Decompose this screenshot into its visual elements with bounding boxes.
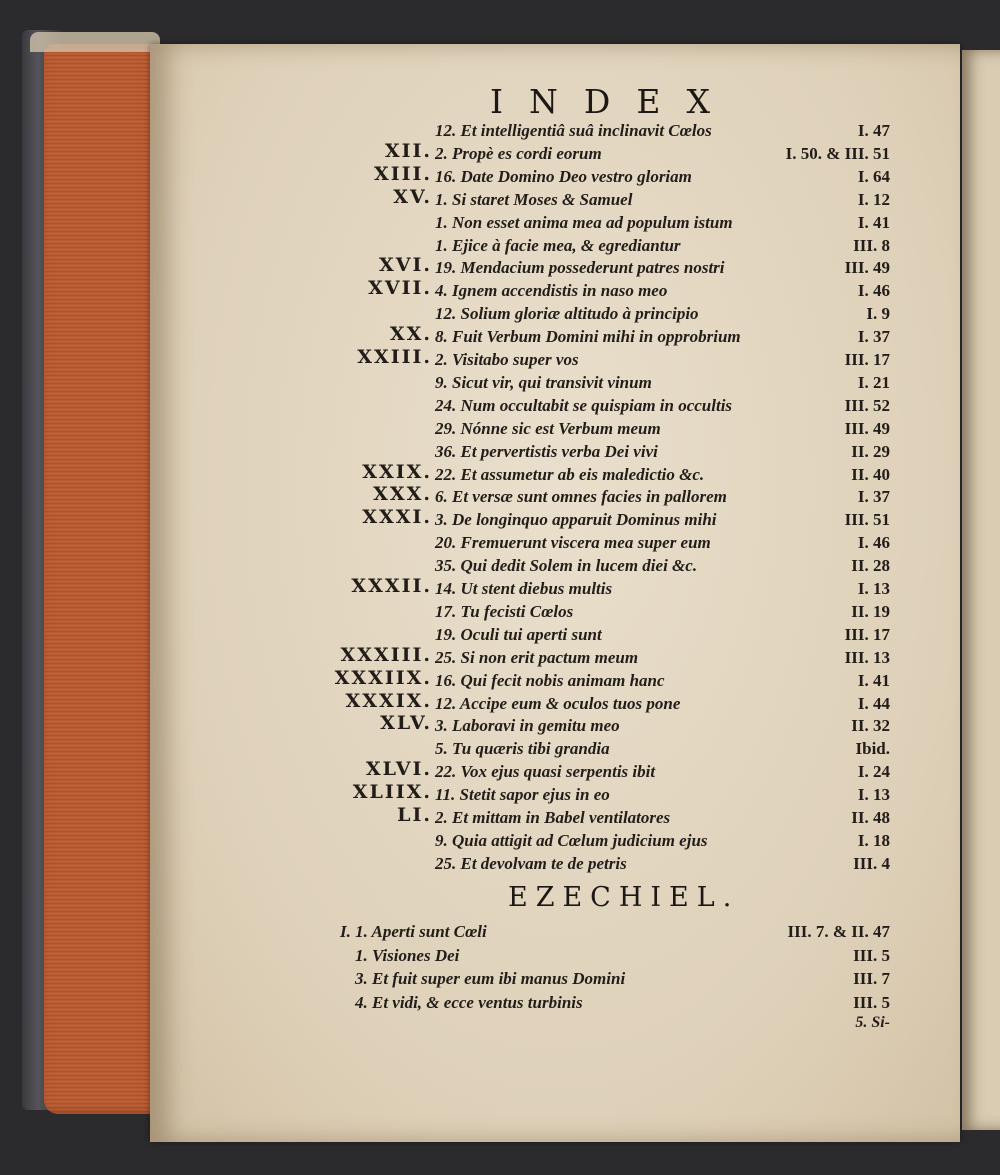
- page-reference: I. 46: [857, 533, 890, 553]
- page-reference: III. 13: [844, 647, 890, 667]
- verse-text: 2. Propè es cordi eorum: [435, 143, 602, 163]
- section-heading-ezechiel: EZECHIEL.: [508, 882, 740, 913]
- verse-text: 25. Et devolvam te de petris: [435, 853, 627, 873]
- index-entry: [0, 554, 1000, 577]
- verse-text: 8. Fuit Verbum Domini mihi in opprobrium: [435, 327, 741, 347]
- page-reference: I. 44: [857, 693, 890, 713]
- index-entry: [0, 211, 1000, 234]
- chapter-number: XXIX.: [362, 460, 432, 483]
- verse-text: 3. De longinquo apparuit Dominus mihi: [435, 510, 717, 530]
- page-reference: I. 41: [857, 670, 890, 690]
- verse-text: 25. Si non erit pactum meum: [435, 647, 639, 667]
- verse-text: 2. Et mittam in Babel ventilatores: [435, 808, 671, 827]
- index-entry: [0, 531, 1000, 554]
- verse-text: 24. Num occultabit se quispiam in occultis: [435, 395, 733, 415]
- chapter-number: XIII.: [373, 162, 432, 185]
- page-reference: I. 9: [866, 304, 890, 324]
- page-reference: I. 13: [857, 579, 890, 598]
- page-reference: I. 37: [857, 327, 890, 347]
- index-entry: [0, 829, 1000, 852]
- chapter-number: XVI.: [379, 254, 432, 277]
- index-entry: [0, 600, 1000, 623]
- page-reference: I. 18: [857, 830, 890, 850]
- page-reference: III. 17: [844, 624, 890, 644]
- verse-text: 1. Non esset anima mea ad populum istum: [435, 212, 733, 232]
- chapter-number: XXXI.: [362, 506, 432, 529]
- verse-text: 17. Tu fecisti Cœlos: [435, 601, 574, 621]
- index-entry: [0, 689, 1000, 715]
- verse-text: 19. Mendacium possederunt patres nostri: [435, 258, 725, 278]
- verse-text: 5. Tu quæris tibi grandia: [435, 739, 610, 759]
- verse-text: 1. Ejice à facie mea, & egrediantur: [435, 235, 681, 255]
- page-reference: Ibid.: [855, 739, 890, 759]
- page-reference: I. 13: [857, 785, 890, 805]
- verse-text: 20. Fremuerunt viscera mea super eum: [435, 533, 711, 553]
- page-reference: III. 7: [853, 969, 890, 988]
- index-entry: [0, 256, 1000, 279]
- page-reference: I. 64: [857, 166, 890, 186]
- verse-text: 22. Vox ejus quasi serpentis ibit: [435, 762, 656, 782]
- index-entry: [0, 760, 1000, 783]
- chapter-number: XXX.: [373, 483, 432, 506]
- chapter-number: XVII.: [368, 277, 432, 300]
- page-reference: II. 19: [851, 601, 890, 621]
- verse-text: 36. Et pervertistis verba Dei vivi: [435, 441, 658, 461]
- verse-text: 1. Si staret Moses & Samuel: [435, 189, 633, 209]
- chapter-number: XII.: [384, 139, 432, 162]
- index-entry: [0, 623, 1000, 646]
- verse-text: 4. Et vidi, & ecce ventus turbinis: [355, 992, 583, 1012]
- index-entry: [0, 737, 1000, 760]
- verse-text: 22. Et assumetur ab eis maledictio &c.: [435, 464, 705, 484]
- index-entry: [0, 920, 1000, 943]
- verse-text: 3. Laboravi in gemitu meo: [435, 716, 620, 736]
- page-reference: I. 21: [857, 372, 890, 392]
- index-entry: [0, 302, 1000, 325]
- page-reference: III. 4: [853, 853, 890, 873]
- chapter-number: XXXIX.: [345, 689, 432, 712]
- torn-page-corner: [30, 32, 160, 52]
- catchword: 5. Si-: [855, 1014, 890, 1031]
- page-reference: II. 29: [851, 441, 890, 461]
- index-entry: [0, 643, 1000, 669]
- verse-text: 1. Visiones Dei: [355, 945, 460, 965]
- index-entry: [0, 967, 1000, 990]
- index-entry: [0, 348, 1000, 371]
- page-reference: II. 40: [851, 464, 890, 484]
- page-reference: III. 8: [853, 235, 890, 255]
- verse-text: 19. Oculi tui aperti sunt: [435, 624, 602, 644]
- verse-text: 16. Qui fecit nobis animam hanc: [435, 670, 665, 690]
- index-entry: [0, 417, 1000, 440]
- page-reference: II. 28: [851, 556, 890, 576]
- verse-text: 12. Accipe eum & oculos tuos pone: [435, 693, 681, 713]
- index-entry: [0, 852, 1000, 875]
- index-entry: [0, 440, 1000, 463]
- verse-text: 11. Stetit sapor ejus in eo: [435, 785, 610, 805]
- verse-text: 29. Nónne sic est Verbum meum: [435, 418, 661, 438]
- index-entry: [0, 508, 1000, 531]
- page-reference: III. 52: [844, 395, 890, 415]
- page-reference: III. 7. & II. 47: [787, 922, 890, 941]
- index-entry: [0, 325, 1000, 348]
- index-entry: [0, 139, 1000, 165]
- verse-text: 35. Qui dedit Solem in lucem diei &c.: [435, 556, 698, 576]
- verse-text: 9. Quia attigit ad Cœlum judicium ejus: [435, 830, 708, 850]
- page-reference: I. 46: [857, 281, 890, 301]
- chapter-number: XXXIII.: [340, 643, 432, 666]
- page-reference: III. 51: [844, 510, 890, 530]
- index-entry: [0, 460, 1000, 486]
- page-title: INDEX: [490, 82, 736, 121]
- index-entry: [0, 991, 1000, 1014]
- chapter-number: XXXII.: [351, 575, 432, 597]
- verse-text: 4. Ignem accendistis in naso meo: [435, 281, 668, 301]
- page-reference: III. 49: [844, 418, 890, 438]
- index-entry: [0, 666, 1000, 692]
- chapter-number: XV.: [393, 185, 432, 208]
- verse-text: 9. Sicut vir, qui transivit vinum: [435, 372, 652, 392]
- page-reference: III. 49: [844, 258, 890, 278]
- page-reference: II. 48: [851, 808, 890, 827]
- page-reference: III. 17: [844, 350, 890, 369]
- page-reference: I. 37: [857, 487, 890, 507]
- page-reference: I. 41: [857, 212, 890, 232]
- index-entry: [0, 119, 1000, 142]
- chapter-number: XLVI.: [365, 758, 432, 781]
- page-reference: I. 47: [857, 121, 890, 140]
- verse-text: I. 1. Aperti sunt Cœli: [340, 922, 487, 941]
- page-reference: I. 24: [857, 762, 890, 782]
- index-entry: [0, 714, 1000, 737]
- index-entry: [0, 806, 1000, 829]
- index-entry: [0, 783, 1000, 806]
- page-reference: III. 5: [853, 992, 890, 1012]
- verse-text: 2. Visitabo super vos: [435, 350, 579, 369]
- index-entry: [0, 485, 1000, 508]
- verse-text: 12. Et intelligentiâ suâ inclinavit Cœlos: [435, 121, 712, 140]
- index-entry: [0, 577, 1000, 600]
- chapter-number: XXXIIX.: [334, 666, 432, 689]
- verse-text: 6. Et versæ sunt omnes facies in pallorem: [435, 487, 727, 507]
- index-entry: [0, 279, 1000, 302]
- chapter-number: LI.: [397, 804, 432, 826]
- verse-text: 14. Ut stent diebus multis: [435, 579, 613, 598]
- page-reference: I. 12: [857, 189, 890, 209]
- index-entry: [0, 371, 1000, 394]
- page-reference: I. 50. & III. 51: [785, 143, 890, 163]
- index-entry: [0, 394, 1000, 417]
- index-entry: [0, 162, 1000, 188]
- verse-text: 16. Date Domino Deo vestro gloriam: [435, 166, 692, 186]
- chapter-number: XXIII.: [357, 346, 432, 368]
- verse-text: 3. Et fuit super eum ibi manus Domini: [355, 969, 626, 988]
- page-reference: III. 5: [853, 945, 890, 965]
- page-reference: II. 32: [851, 716, 890, 736]
- index-entry: [0, 234, 1000, 257]
- index-entry: [0, 944, 1000, 967]
- index-entry: [0, 185, 1000, 211]
- chapter-number: XLV.: [380, 712, 432, 735]
- chapter-number: XLIIX.: [352, 781, 432, 804]
- chapter-number: XX.: [389, 323, 432, 346]
- verse-text: 12. Solium gloriæ altitudo à principio: [435, 304, 699, 324]
